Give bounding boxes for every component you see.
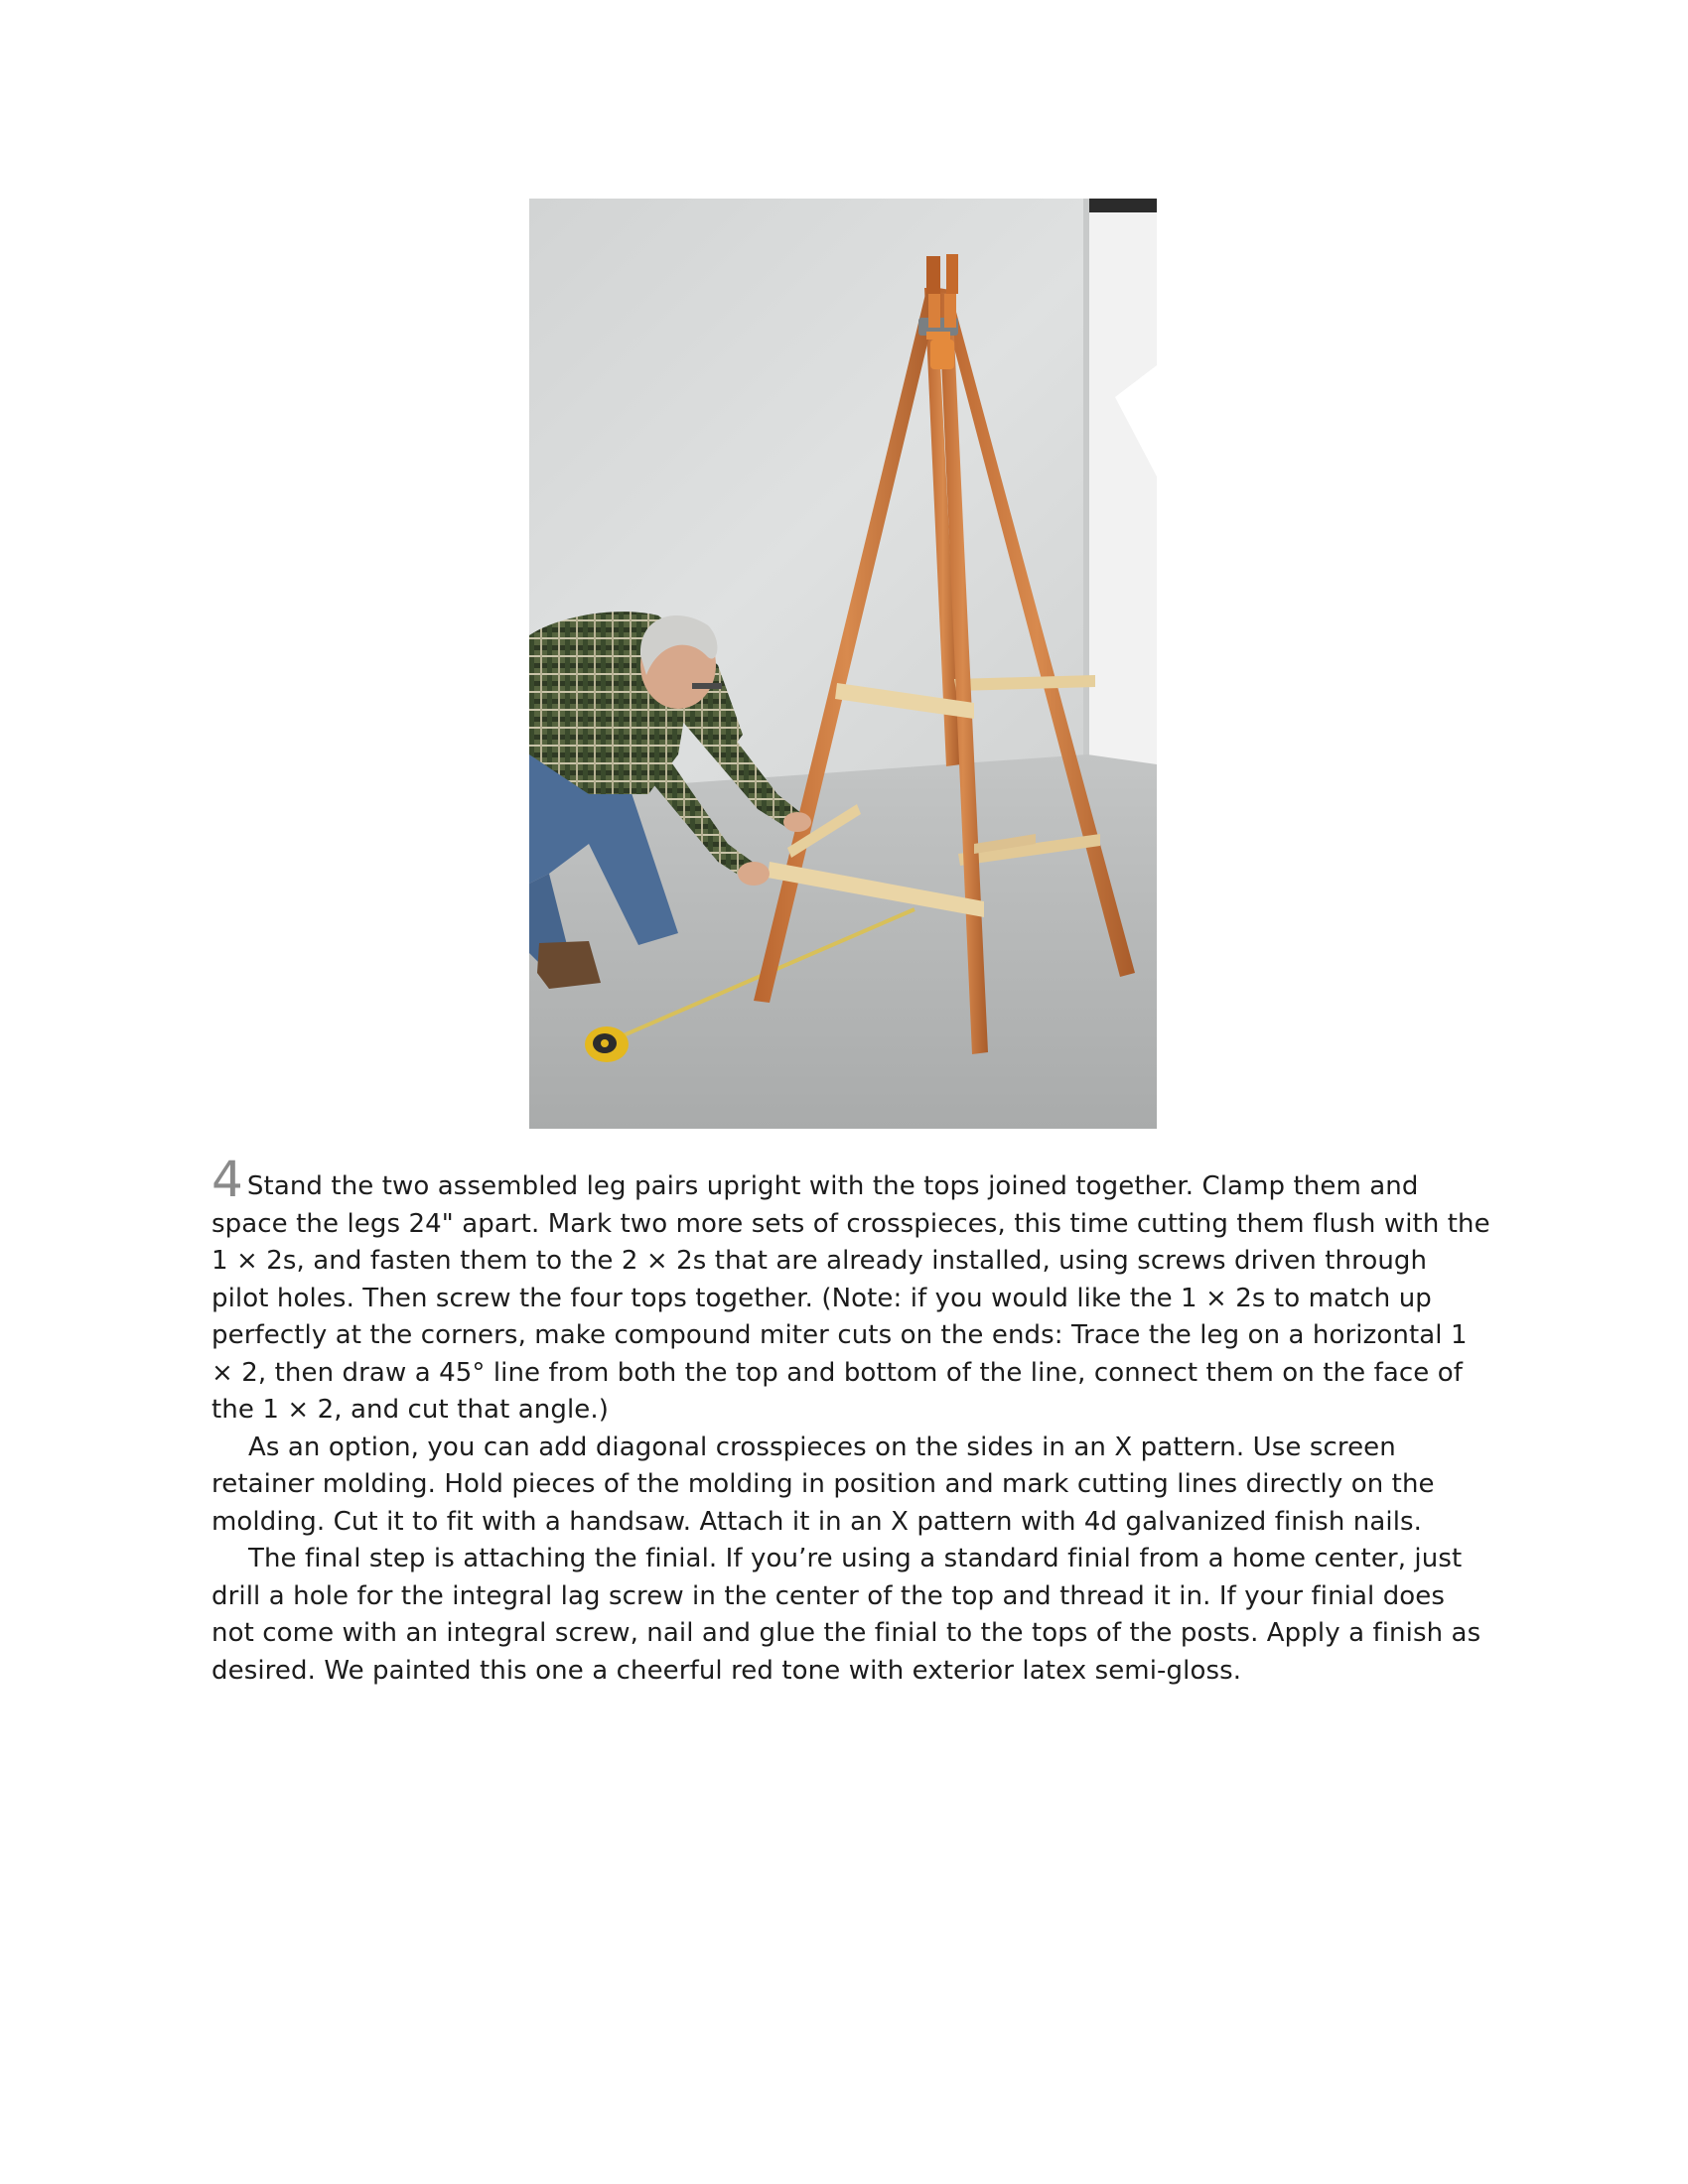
door-frame — [1087, 199, 1157, 814]
step-paragraph — [211, 1151, 1492, 1430]
photo-illustration — [529, 199, 1157, 1129]
paragraph-diagonal-crosspieces: As an option, you can add diagonal crosspieces on the sides in an X pattern. Use screen retainer molding. Hold pieces of the molding in position and mark cutting lines directly on the molding. Cut it to fit with a handsaw. Attach it in an X pattern with 4d galvanized finish nails. — [211, 1432, 1435, 1537]
step-number: 4 — [211, 1151, 243, 1208]
photo — [529, 199, 1157, 1129]
step-text-block — [211, 1151, 1492, 1690]
paragraph-finial: The final step is attaching the finial. If you’re using a standard finial from a home center, just drill a hole for the integral lag screw in the center of the top and thread it in. If your finial does not come with an integral screw, nail and glue the finial to the tops of the posts. Apply a finish as desired. We painted this one a cheerful red tone with exterior latex semi-gloss. — [211, 1544, 1481, 1686]
step-text: Stand the two assembled leg pairs upright with the tops joined together. Clamp them and space the legs 24" apart. Mark two more sets of crosspieces, this time cutting them flush with the 1 × 2s, and fasten them to the 2 × 2s that are already installed, using screws driven through pilot holes. Then screw the four tops together. (Note: if you would like the 1 × 2s to match up perfectly at the corners, make compound miter cuts on the ends: Trace the leg on a horizontal 1 × 2, then draw a 45° line from both the top and bottom of the line, connect them on the face of the 1 × 2, and cut that angle.) — [211, 1171, 1490, 1425]
tape-measure — [585, 1026, 629, 1062]
